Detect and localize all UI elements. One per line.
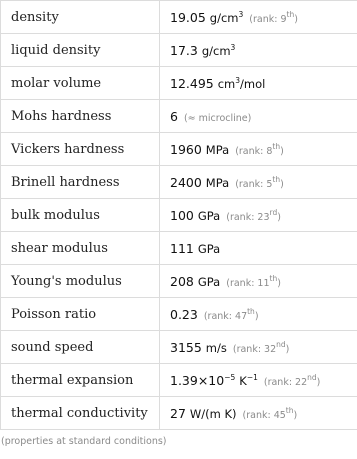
- rank-close: ): [254, 310, 259, 322]
- rank-suffix: th: [247, 306, 255, 316]
- property-value-cell: [160, 34, 357, 67]
- value-number: 12.495: [170, 75, 214, 91]
- table-row: [1, 331, 357, 364]
- unit-text: GPa: [197, 274, 221, 289]
- value-number: 27: [170, 405, 186, 421]
- rank-close: ): [293, 409, 298, 421]
- property-value-cell: [160, 133, 357, 166]
- property-name: thermal expansion: [1, 364, 160, 397]
- property-name: thermal conductivity: [1, 397, 160, 430]
- value-number: 100: [170, 207, 194, 223]
- rank-label: [203, 306, 259, 322]
- value-unit: [210, 11, 243, 25]
- rank-text: (rank: 9: [249, 13, 287, 25]
- rank-text: (rank: 45: [242, 409, 286, 421]
- rank-suffix: th: [285, 405, 294, 415]
- rank-close: ): [316, 376, 321, 388]
- value-unit: [202, 44, 235, 58]
- rank-close: ): [280, 145, 284, 157]
- property-value-cell: [160, 331, 357, 364]
- table-row: [1, 232, 357, 265]
- unit-suffix: /mol: [240, 76, 266, 91]
- unit-text: MPa: [205, 142, 230, 157]
- rank-close: ): [294, 13, 298, 25]
- value-number: 2400: [170, 174, 202, 190]
- table-row: [1, 34, 357, 67]
- property-value-cell: [160, 166, 357, 199]
- table-row: [1, 133, 357, 166]
- table-row: [1, 100, 357, 133]
- rank-label: [226, 207, 281, 223]
- property-name: liquid density: [1, 34, 160, 67]
- unit-text: g/cm: [201, 43, 231, 58]
- value-number: 6: [170, 108, 178, 124]
- rank-suffix: th: [272, 174, 281, 184]
- unit-text: g/cm: [209, 10, 239, 25]
- rank-close: ): [280, 178, 284, 190]
- table-row: [1, 67, 357, 100]
- rank-label: [235, 141, 284, 157]
- value-note: (≈ microcline): [183, 112, 252, 124]
- value-unit: [190, 407, 237, 421]
- rank-suffix: nd: [307, 372, 317, 382]
- value-unit: [198, 209, 220, 223]
- rank-text: (rank: 23: [226, 211, 270, 223]
- rank-label: [242, 405, 298, 421]
- rank-text: (rank: 22: [263, 376, 308, 388]
- value-unit: [239, 374, 258, 388]
- value-number: 1.39×10: [170, 372, 225, 388]
- value-number: 19.05: [170, 9, 206, 25]
- rank-text: (rank: 5: [235, 178, 273, 190]
- property-value-cell: [160, 67, 357, 100]
- rank-label: [226, 273, 281, 289]
- unit-exponent: −1: [246, 372, 258, 382]
- rank-suffix: th: [286, 9, 295, 19]
- rank-suffix: nd: [276, 339, 286, 349]
- value-number: 208: [170, 273, 194, 289]
- property-name: Vickers hardness: [1, 133, 160, 166]
- rank-text: (rank: 47: [203, 310, 248, 322]
- rank-suffix: rd: [269, 207, 278, 217]
- unit-text: GPa: [197, 241, 221, 256]
- value-exponent: −5: [224, 372, 236, 382]
- unit-exponent: 3: [235, 75, 241, 85]
- value-unit: [198, 275, 220, 289]
- property-name: molar volume: [1, 67, 160, 100]
- rank-label: [249, 9, 298, 25]
- unit-exponent: 3: [238, 9, 244, 19]
- property-name: bulk modulus: [1, 199, 160, 232]
- property-name: Brinell hardness: [1, 166, 160, 199]
- value-unit: [206, 176, 229, 190]
- property-value-cell: [160, 199, 357, 232]
- rank-suffix: th: [269, 273, 278, 283]
- footnote: (properties at standard conditions): [1, 436, 167, 447]
- unit-text: K: [239, 373, 247, 388]
- value-unit: [218, 77, 266, 91]
- property-value-cell: [160, 100, 357, 133]
- table-row: [1, 166, 357, 199]
- rank-label: [263, 372, 321, 388]
- rank-close: ): [277, 277, 281, 289]
- rank-text: (rank: 8: [235, 145, 273, 157]
- property-name: sound speed: [1, 331, 160, 364]
- rank-text: (rank: 32: [232, 343, 277, 355]
- table-row: [1, 1, 357, 34]
- value-number: 0.23: [170, 306, 198, 322]
- table-row: [1, 199, 357, 232]
- property-value-cell: [160, 1, 357, 34]
- value-number: 17.3: [170, 42, 198, 58]
- property-value-cell: [160, 397, 357, 430]
- table-row: [1, 265, 357, 298]
- property-name: Mohs hardness: [1, 100, 160, 133]
- rank-suffix: th: [272, 141, 281, 151]
- unit-text: cm: [217, 76, 236, 91]
- property-value-cell: [160, 232, 357, 265]
- property-value-cell: [160, 364, 357, 397]
- rank-label: [232, 339, 290, 355]
- unit-exponent: 3: [230, 42, 236, 52]
- property-name: density: [1, 1, 160, 34]
- rank-close: ): [285, 343, 290, 355]
- property-value-cell: [160, 298, 357, 331]
- value-unit: [198, 242, 220, 256]
- unit-text: m/s: [205, 340, 227, 355]
- unit-text: W/(m K): [189, 406, 237, 421]
- property-name: Young's modulus: [1, 265, 160, 298]
- value-number: 3155: [170, 339, 202, 355]
- unit-text: MPa: [205, 175, 230, 190]
- table-row: [1, 364, 357, 397]
- value-unit: [206, 143, 229, 157]
- rank-label: [235, 174, 284, 190]
- rank-close: ): [277, 211, 281, 223]
- property-name: shear modulus: [1, 232, 160, 265]
- property-name: Poisson ratio: [1, 298, 160, 331]
- table-row: [1, 397, 357, 430]
- property-value-cell: [160, 265, 357, 298]
- value-number: 111: [170, 240, 194, 256]
- value-unit: [206, 341, 227, 355]
- value-number: 1960: [170, 141, 202, 157]
- table-row: [1, 298, 357, 331]
- rank-text: (rank: 11: [226, 277, 270, 289]
- unit-text: GPa: [197, 208, 221, 223]
